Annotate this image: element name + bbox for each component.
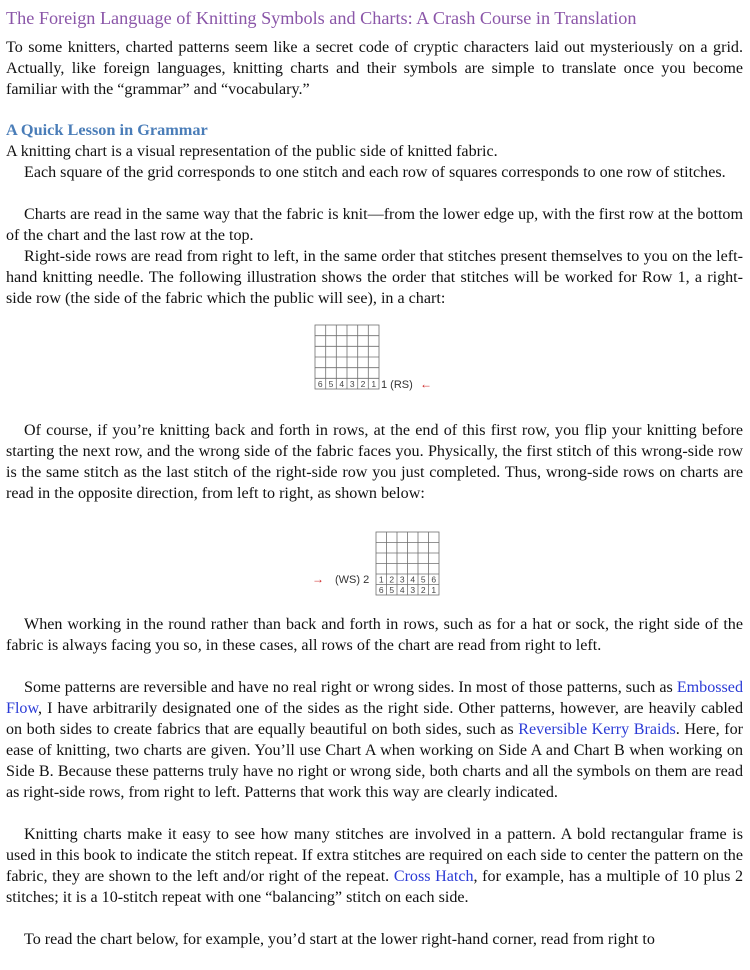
reversible-text-start: Some patterns are reversible and have no real right or wrong sides. In most of those patterns, such as [24, 679, 677, 696]
reversible-text-end: . Here, for ease of knitting, two charts are given. You’ll use Chart A when working on Side A and Chart B when working on Side B. Because these patterns truly have no right or wrong side, both charts and all the symbols on them are read as right-side rows, from right to left. Patterns that work this way are clearly indicated. [6, 721, 743, 801]
rs-row-label: 1 (RS) [381, 379, 413, 391]
section-heading: A Quick Lesson in Grammar [6, 120, 208, 139]
paragraph-in-the-round: When working in the round rather than back and forth in rows, such as for a hat or sock, the right side of the fabric is always facing you so, in these cases, all rows of the chart are read from right to left. [6, 616, 743, 654]
reversible-text-middle: , I have arbitrarily designated one of the sides as the right side. Other patterns, however, are heavily cabled on both sides to create fabrics that are equally beautiful on both sides, such as [6, 700, 743, 738]
repeat-text-start: Knitting charts make it easy to see how many stitches are involved in a pattern. A bold rectangular frame is used in this book to indicate the stitch repeat. If extra stitches are required on each side to center the pattern on the fabric, they are shown to the left and/or right of the repeat. [6, 826, 743, 885]
rs-stitch-number: 1 [371, 379, 377, 389]
right-arrow-icon: → [312, 572, 324, 586]
paragraph-chart-definition: A knitting chart is a visual representation of the public side of knitted fabric. [6, 143, 498, 160]
rs-stitch-number: 5 [328, 379, 334, 389]
ws-stitch-number: 4 [410, 574, 416, 585]
rs-stitch-number: 6 [317, 379, 323, 389]
rs-stitch-number: 4 [339, 379, 345, 389]
paragraph-wrong-side-rows: Of course, if you’re knitting back and forth in rows, at the end of this first row, you flip your knitting before starting the next row, and the wrong side of the fabric faces you. Physically, the first stitch of this wrong-side row is the same stitch as the last stitch of the right-side row you just completed. Thus, wrong-side rows on charts are read in the opposite direction, from left to right, as shown below: [6, 422, 743, 502]
rs-stitch-number: 4 [399, 585, 405, 595]
rs-stitch-number: 2 [420, 585, 426, 595]
paragraph-stitch-repeat [6, 824, 743, 908]
repeat-text-end: , for example, has a multiple of 10 plus 2 stitches; it is a 10-stitch repeat with one “balancing” stitch on each side. [6, 868, 744, 906]
ws-stitch-number: 1 [378, 574, 384, 585]
intro-paragraph: To some knitters, charted patterns seem like a secret code of cryptic characters laid out mysteriously on a grid. Actually, like foreign languages, knitting charts and their symbols are simple to translate once you become familiar with the “grammar” and “vocabulary.” [6, 39, 743, 98]
rs-stitch-number: 5 [389, 585, 395, 595]
ws-stitch-number: 3 [399, 574, 405, 585]
ws-stitch-number: 2 [389, 574, 395, 585]
ws-row-chart-figure [310, 530, 445, 598]
paragraph-read-chart-below: To read the chart below, for example, you’d start at the lower right-hand corner, read from right to [24, 931, 655, 948]
rs-stitch-number: 1 [431, 585, 437, 595]
ws-chart-grid [376, 532, 439, 595]
paragraph-grid-squares: Each square of the grid corresponds to one stitch and each row of squares corresponds to one row of stitches. [24, 164, 726, 181]
ws-row-label: (WS) 2 [335, 574, 370, 586]
rs-stitch-number: 3 [410, 585, 416, 595]
cross-hatch-link[interactable]: Cross Hatch [393, 868, 474, 885]
page-title: The Foreign Language of Knitting Symbols and Charts: A Crash Course in Translation [6, 8, 637, 28]
left-arrow-icon: ← [420, 377, 432, 391]
reversible-kerry-braids-link[interactable]: Reversible Kerry Braids [518, 721, 676, 738]
rs-stitch-number: 2 [360, 379, 366, 389]
embossed-flow-link[interactable]: Embossed Flow [6, 679, 743, 717]
paragraph-reversible-patterns [6, 677, 743, 803]
ws-stitch-number: 5 [420, 574, 426, 585]
paragraph-right-side-rows: Right-side rows are read from right to left, in the same order that stitches present themselves to you on the left-hand knitting needle. The following illustration shows the order that stitches will be worked for Row 1, a right-side row (the side of the fabric which the public will see), in a chart: [6, 248, 743, 307]
paragraph-reading-order: Charts are read in the same way that the fabric is knit—from the lower edge up, with the first row at the bottom of the chart and the last row at the top. [6, 206, 743, 244]
rs-row-chart-figure [312, 322, 442, 392]
ws-stitch-number: 6 [431, 574, 437, 585]
rs-stitch-number: 6 [378, 585, 384, 595]
rs-stitch-number: 3 [349, 379, 355, 389]
rs-chart-grid [315, 325, 379, 389]
